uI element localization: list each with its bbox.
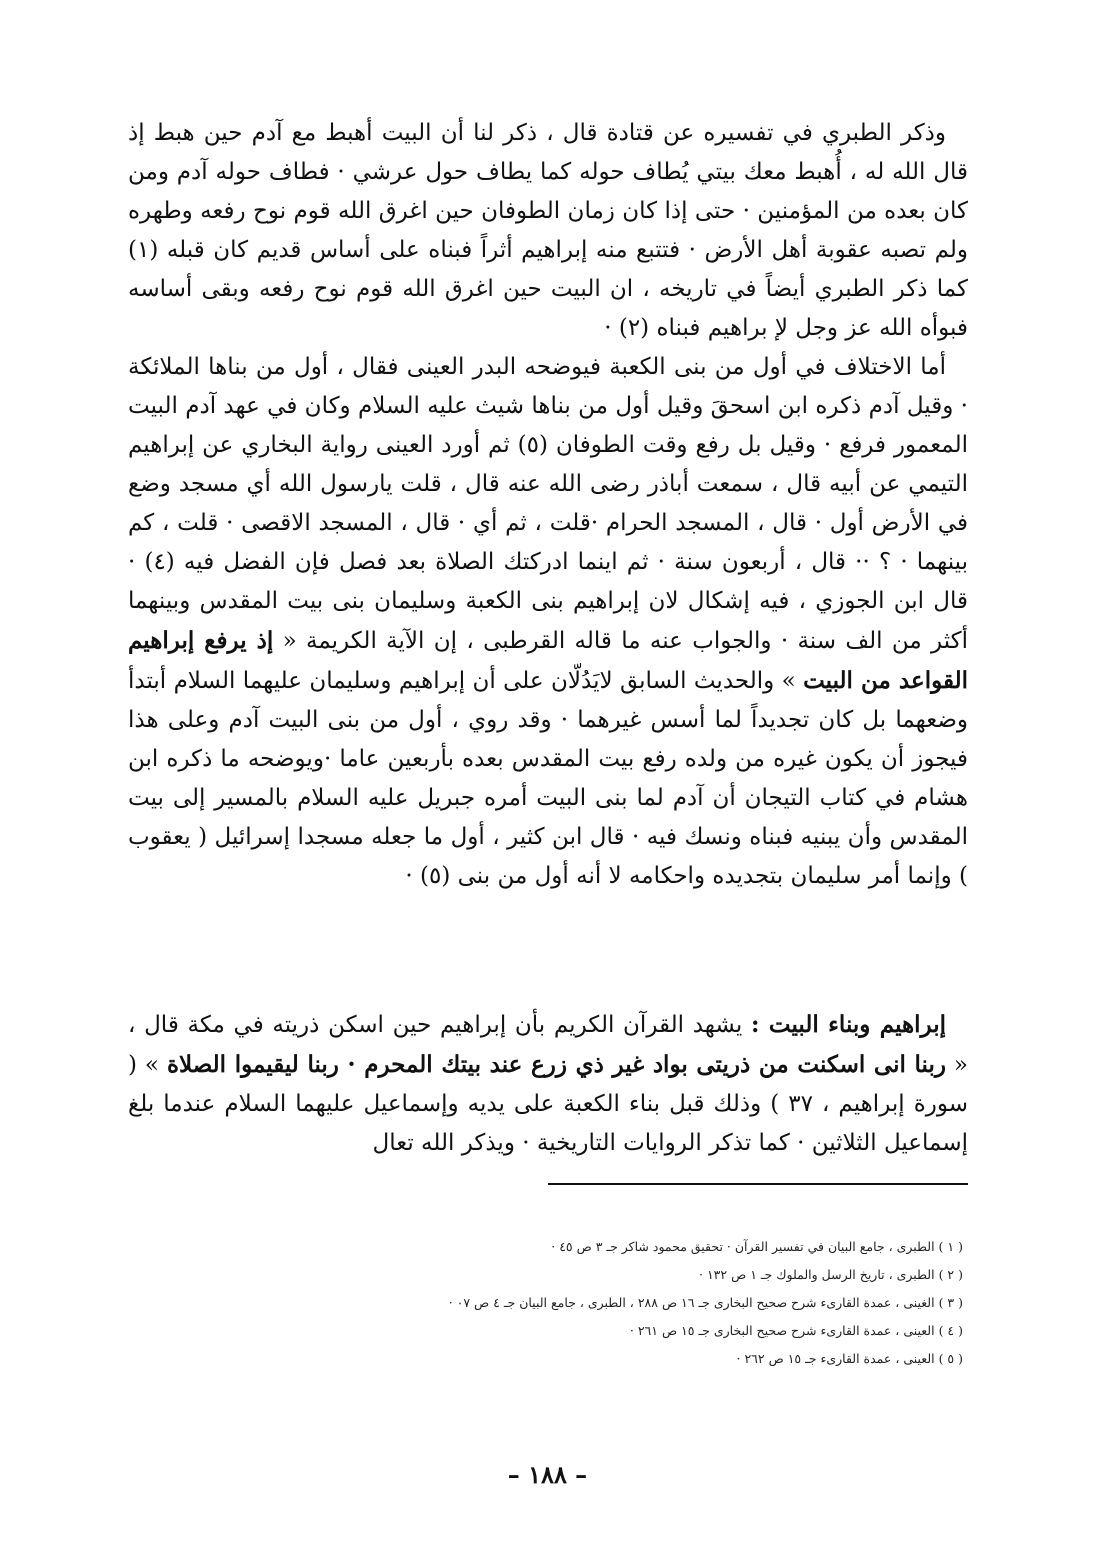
page-number: – ١٨٨ – bbox=[507, 1460, 588, 1489]
paragraph-first-builder bbox=[128, 348, 968, 896]
paragraph-3-text-1: يشهد القرآن الكريم بأن إبراهيم حين اسكن ذريته في مكة قال ، « bbox=[128, 1012, 968, 1078]
paragraph-ibrahim bbox=[128, 1005, 968, 1163]
footnote-2: ( ٢ ) الطبرى ، تاريخ الرسل والملوك جـ ١ ص ١٣٢ · bbox=[699, 1267, 963, 1282]
section-heading: إبراهيم وبناء البيت : bbox=[751, 1011, 947, 1038]
footnote-5: ( ٥ ) العينى ، عمدة القارىء جـ ١٥ ص ٢٦٢ · bbox=[736, 1351, 963, 1366]
section-text bbox=[128, 1005, 968, 1163]
quran-quote-2: ربنا انى اسكنت من ذريتى بواد غير ذي زرع عند بيتك المحرم · ربنا ليقيموا الصلاة bbox=[166, 1051, 946, 1078]
paragraph-tabari: وذكر الطبري في تفسيره عن قتادة قال ، ذكر لنا أن البيت أهبط مع آدم حين هبط إذ قال الله له ، أُهبط معك بيتي يُطاف حوله كما يطاف حول عرشي · فطاف حوله آدم ومن كان بعده من المؤمنين · حتى إذا كان زمان الطوفان حين اغرق الله قوم نوح رفعه وطهره ولم تصبه عقوبة أهل الأرض · فتتبع منه إبراهيم أثراً فبناه على أساس قديم كان قبله (١) كما ذكر الطبري أيضاً في تاريخه ، ان البيت حين اغرق الله قوم نوح رفعه وبقى أساسه فبوأه الله عز وجل لإ براهيم فبناه (٢) · bbox=[128, 120, 968, 341]
footnote-divider bbox=[548, 1183, 968, 1185]
footnote-1: ( ١ ) الطبرى ، جامع البيان في تفسير القرآن · تحقيق محمود شاكر جـ ٣ ص ٤٥ · bbox=[551, 1239, 963, 1254]
paragraph-2-text-2: » والحديث السابق لايَدُلّان على أن إبراهيم وسليمان عليهما السلام أبتدأ وضعهما بل كان تجديداً لما أسس غيرهما · وقد روي ، أول من بنى البيت آدم وعلى هذا فيجوز أن يكون غيره من ولده رفع بيت المقدس بعده بأربعين عاما ·ويوضحه ما ذكره ابن هشام في كتاب التيجان أن آدم لما بنى البيت أمره جبريل عليه السلام بالمسير إلى بيت المقدس وأن يبنيه فبناه ونسك فيه · قال ابن كثير ، أول ما جعله مسجدا إسرائيل ( يعقوب ) وإنما أمر سليمان بتجديده واحكامه لا أنه أول من بنى (٥) · bbox=[128, 668, 968, 889]
footnotes bbox=[203, 1233, 963, 1373]
body-text bbox=[128, 114, 968, 896]
quran-quote-1: إذ يرفع إبراهيم القواعد من البيت bbox=[128, 627, 969, 694]
footnote-4: ( ٤ ) العينى ، عمدة القارىء شرح صحيح البخارى جـ ١٥ ص ٢٦١ · bbox=[629, 1323, 963, 1338]
paragraph-2-text-1: أما الاختلاف في أول من بنى الكعبة فيوضحه البدر العينى فقال ، أول من بناها الملائكة · وقيل آدم ذكره ابن اسحقَ وقيل أول من بناها شيث عليه السلام وكان في عهد آدم البيت المعمور فرفع · وقيل بل رفع وقت الطوفان (٥) ثم أورد العينى رواية البخاري عن إبراهيم التيمي عن أبيه قال ، سمعت أباذر رضى الله عنه قال ، قلت يارسول الله أي مسجد وضع في الأرض أول · قال ، المسجد الحرام ·قلت ، ثم أي · قال ، المسجد الاقصى · قلت ، كم بينهما · ؟ ·· قال ، أربعون سنة · ثم اينما ادركتك الصلاة بعد فصل فإن الفضل فيه (٤) · قال ابن الجوزي ، فيه إشكال لان إبراهيم بنى الكعبة وسليمان بنى بيت المقدس وبينهما أكثر من الف سنة · والجواب عنه ما قاله القرطبى ، إن الآية الكريمة « bbox=[128, 354, 968, 654]
footnote-3: ( ٣ ) الغينى ، عمدة القارىء شرح صحيح البخارى جـ ١٦ ص ٢٨٨ ، الطبرى ، جامع البيان جـ ٤ ص ٠٧ · bbox=[448, 1295, 963, 1310]
paragraph-3-text-2: » ( سورة إبراهيم ، ٣٧ ) وذلك قبل بناء الكعبة على يديه وإسماعيل عليهما السلام عندما بلغ إسماعيل الثلاثين · كما تذكر الروايات التاريخية · ويذكر الله تعال bbox=[128, 1052, 969, 1156]
